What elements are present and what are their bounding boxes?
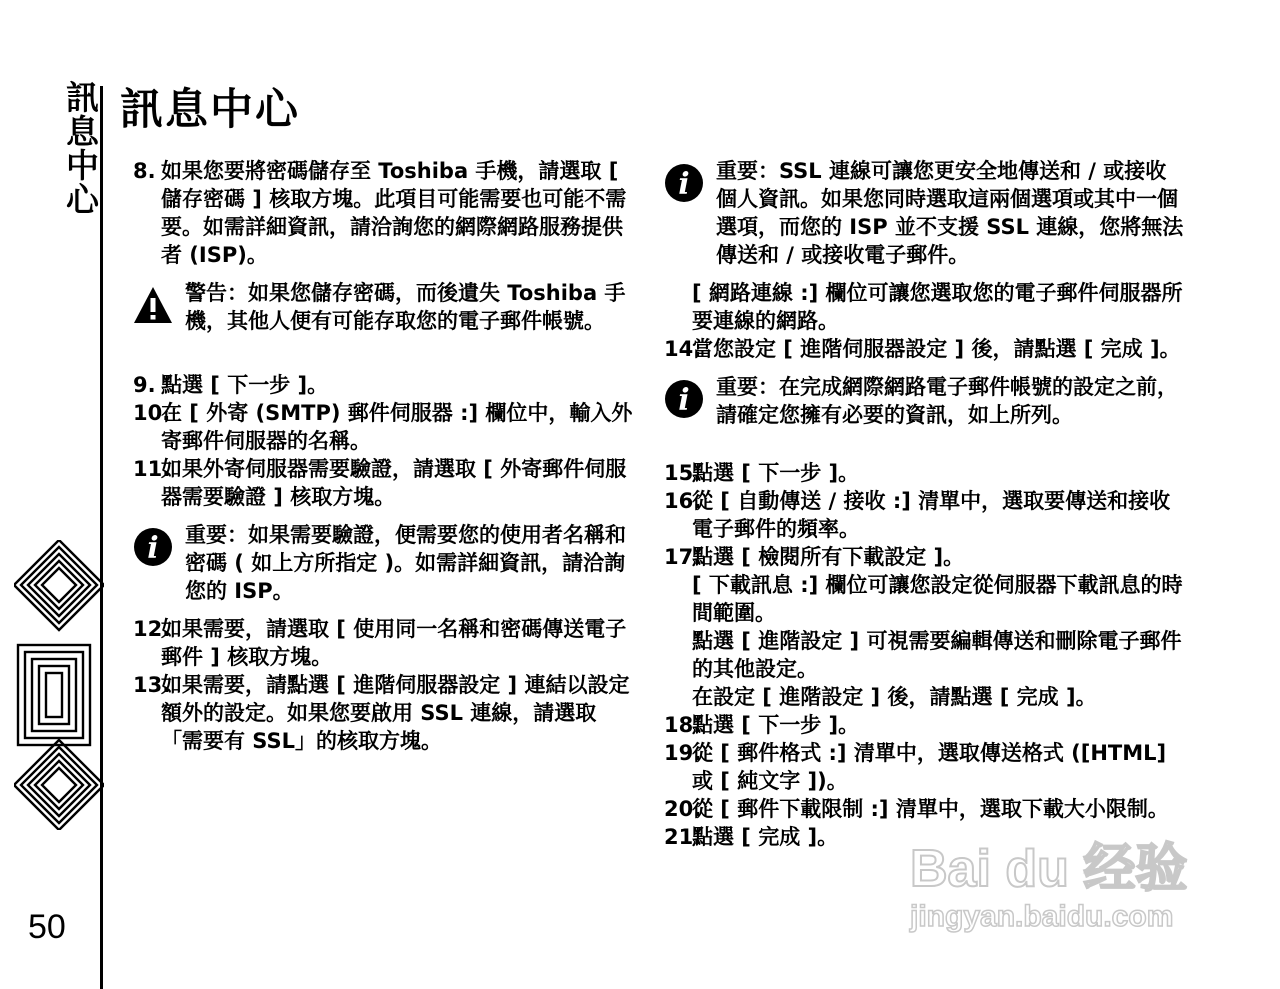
step-text: 從 [ 郵件格式 :] 清單中，選取傳送格式 ([HTML] 或 [ 純文字 ])。 xyxy=(692,741,1167,793)
left-column xyxy=(133,157,633,755)
step-text: 點選 [ 下一步 ]。 xyxy=(692,461,860,485)
note-text: 重要：在完成網際網路電子郵件帳號的設定之前，請確定您擁有必要的資訊，如上所列。 xyxy=(716,375,1178,427)
step-text: 在 [ 外寄 (SMTP) 郵件伺服器 :] 欄位中，輸入外寄郵件伺服器的名稱。 xyxy=(161,401,633,453)
step-9 xyxy=(133,371,633,399)
step-text: 點選 [ 完成 ]。 xyxy=(692,825,839,849)
step-number: 15. xyxy=(664,461,702,485)
step-number: 11. xyxy=(133,457,171,481)
vertical-rule xyxy=(100,86,103,989)
step-17 xyxy=(664,543,1184,571)
step-8 xyxy=(133,157,633,269)
baidu-watermark xyxy=(900,828,1200,938)
step-text: 點選 [ 下一步 ]。 xyxy=(161,373,329,397)
decorative-diamonds-graphic xyxy=(14,540,104,830)
step-number: 16. xyxy=(664,489,702,513)
step-13 xyxy=(133,671,633,755)
step-number: 10. xyxy=(133,401,171,425)
step-text: 從 [ 自動傳送 / 接收 :] 清單中，選取要傳送和接收電子郵件的頻率。 xyxy=(692,489,1171,541)
step-text: 從 [ 郵件下載限制 :] 清單中，選取下載大小限制。 xyxy=(692,797,1169,821)
step-text: 如果需要，請選取 [ 使用同一名稱和密碼傳送電子郵件 ] 核取方塊。 xyxy=(161,617,627,669)
important-note xyxy=(664,157,1184,269)
step-text: 點選 [ 檢閱所有下載設定 ]。 xyxy=(692,545,965,569)
watermark-brand: Bai du 经验 xyxy=(910,840,1188,898)
step-text: 如果需要，請點選 [ 進階伺服器設定 ] 連結以設定額外的設定。如果您要啟用 SSL 連線，請選取 「需要有 SSL」的核取方塊。 xyxy=(161,673,630,753)
watermark-url: jingyan.baidu.com xyxy=(910,900,1174,933)
step-number: 8. xyxy=(133,159,156,183)
step-14 xyxy=(664,335,1184,363)
side-chapter-title: 訊息中心 xyxy=(61,80,100,216)
paragraph-after-advanced: 在設定 [ 進階設定 ] 後，請點選 [ 完成 ]。 xyxy=(692,685,1097,709)
note-text: 重要：如果需要驗證，便需要您的使用者名稱和密碼 ( 如上方所指定 )。如需詳細資訊，請洽詢您的 ISP。 xyxy=(185,523,626,603)
step-number: 18. xyxy=(664,713,702,737)
info-icon xyxy=(664,163,704,203)
step-text: 如果您要將密碼儲存至 Toshiba 手機，請選取 [ 儲存密碼 ] 核取方塊。此項目可能需要也可能不需要。如需詳細資訊，請洽詢您的網際網路服務提供者 (ISP)。 xyxy=(161,159,627,267)
step-16 xyxy=(664,487,1184,543)
svg-text:i: i xyxy=(678,167,690,202)
page-number: 50 xyxy=(28,908,66,946)
step-number: 20. xyxy=(664,797,702,821)
paragraph-advanced-settings: 點選 [ 進階設定 ] 可視需要編輯傳送和刪除電子郵件的其他設定。 xyxy=(692,629,1182,681)
step-text: 點選 [ 下一步 ]。 xyxy=(692,713,860,737)
step-11 xyxy=(133,455,633,511)
paragraph-network: [ 網路連線 :] 欄位可讓您選取您的電子郵件伺服器所要連線的網路。 xyxy=(692,281,1183,333)
warning-text: 警告：如果您儲存密碼，而後遺失 Toshiba 手機，其他人便有可能存取您的電子郵件帳號。 xyxy=(185,281,626,333)
step-15 xyxy=(664,459,1184,487)
paragraph-download-messages: [ 下載訊息 :] 欄位可讓您設定從伺服器下載訊息的時間範圍。 xyxy=(692,573,1183,625)
svg-text:i: i xyxy=(147,531,159,566)
info-icon xyxy=(664,379,704,419)
step-18 xyxy=(664,711,1184,739)
step-number: 13. xyxy=(133,673,171,697)
step-number: 21. xyxy=(664,825,702,849)
step-12 xyxy=(133,615,633,671)
page-title: 訊息中心 xyxy=(120,85,300,135)
step-number: 17. xyxy=(664,545,702,569)
right-column xyxy=(664,157,1184,851)
info-icon xyxy=(133,527,173,567)
step-19 xyxy=(664,739,1184,795)
step-number: 9. xyxy=(133,373,156,397)
step-20 xyxy=(664,795,1184,823)
step-text: 如果外寄伺服器需要驗證，請選取 [ 外寄郵件伺服器需要驗證 ] 核取方塊。 xyxy=(161,457,627,509)
step-number: 19. xyxy=(664,741,702,765)
step-number: 12. xyxy=(133,617,171,641)
warning-icon xyxy=(133,285,173,325)
warning-note xyxy=(133,279,633,335)
step-10 xyxy=(133,399,633,455)
important-note xyxy=(133,521,633,605)
step-text: 當您設定 [ 進階伺服器設定 ] 後，請點選 [ 完成 ]。 xyxy=(692,337,1181,361)
note-text: 重要：SSL 連線可讓您更安全地傳送和 / 或接收個人資訊。如果您同時選取這兩個選項或其中一個選項，而您的 ISP 並不支援 SSL 連線，您將無法傳送和 / 或接收電子郵件。 xyxy=(716,159,1184,267)
step-number: 14. xyxy=(664,337,702,361)
important-note xyxy=(664,373,1184,429)
svg-text:i: i xyxy=(678,383,690,418)
